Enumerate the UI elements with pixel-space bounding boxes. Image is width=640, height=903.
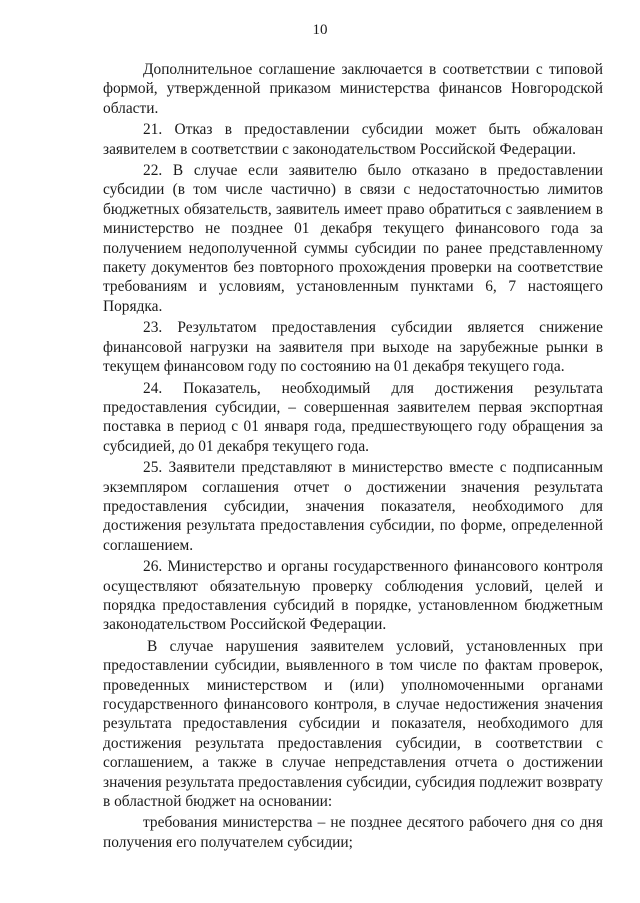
document-body (103, 60, 603, 852)
paragraph-23: 23. Результатом предоставления субсидии является снижение финансовой нагрузки на заявителя при выходе на зарубежные рынки в текущем финансовом году по состоянию на 01 декабря текущего года. (103, 319, 603, 376)
paragraph-24: 24. Показатель, необходимый для достижения результата предоставления субсидии, – совершенная заявителем первая экспортная поставка в период с 01 января года, предшествующего году обращения за субсидией, до 01 декабря текущего года. (103, 379, 603, 455)
paragraph-violation-case: В случае нарушения заявителем условий, установленных при предоставлении субсидии, выявленного в том числе по фактам проверок, проведенных министерством и (или) уполномоченными органами государственного финансового контроля, в случае недостижения значения результата предоставления субсидии и показателя, необходимого для достижения результата предоставления субсидии, в соответствии с соглашением, а также в случае непредставления отчета о достижении значения результата предоставления субсидии, субсидия подлежит возврату в областной бюджет на основании: (103, 637, 603, 811)
page-number: 10 (312, 22, 328, 38)
paragraph-26: 26. Министерство и органы государственного финансового контроля осуществляют обязательную проверку соблюдения условий, целей и порядка предоставления субсидий в порядке, установленном бюджетным законодательством Российской Федерации. (103, 558, 603, 634)
paragraph-ministry-requirement: требования министерства – не позднее десятого рабочего дня со дня получения его получателем субсидии; (103, 814, 603, 851)
paragraph-25: 25. Заявители представляют в министерство вместе с подписанным экземпляром соглашения отчет о достижении значения результата предоставления субсидии, значения показателя, необходимого для достижения результата предоставления субсидии, по форме, определенной соглашением. (103, 459, 603, 554)
paragraph-22: 22. В случае если заявителю было отказано в предоставлении субсидии (в том числе частично) в связи с недостаточностью лимитов бюджетных обязательств, заявитель имеет право обратиться с заявлением в министерство не позднее 01 декабря текущего финансового года за получением недополученной суммы субсидии по ранее представленному пакету документов без повторного прохождения проверки на соответствие требованиям и условиям, установленным пунктами 6, 7 настоящего Порядка. (103, 162, 603, 315)
paragraph-21: 21. Отказ в предоставлении субсидии может быть обжалован заявителем в соответствии с законодательством Российской Федерации. (103, 121, 603, 158)
paragraph-additional-agreement: Дополнительное соглашение заключается в соответствии с типовой формой, утвержденной приказом министерства финансов Новгородской области. (103, 61, 603, 117)
